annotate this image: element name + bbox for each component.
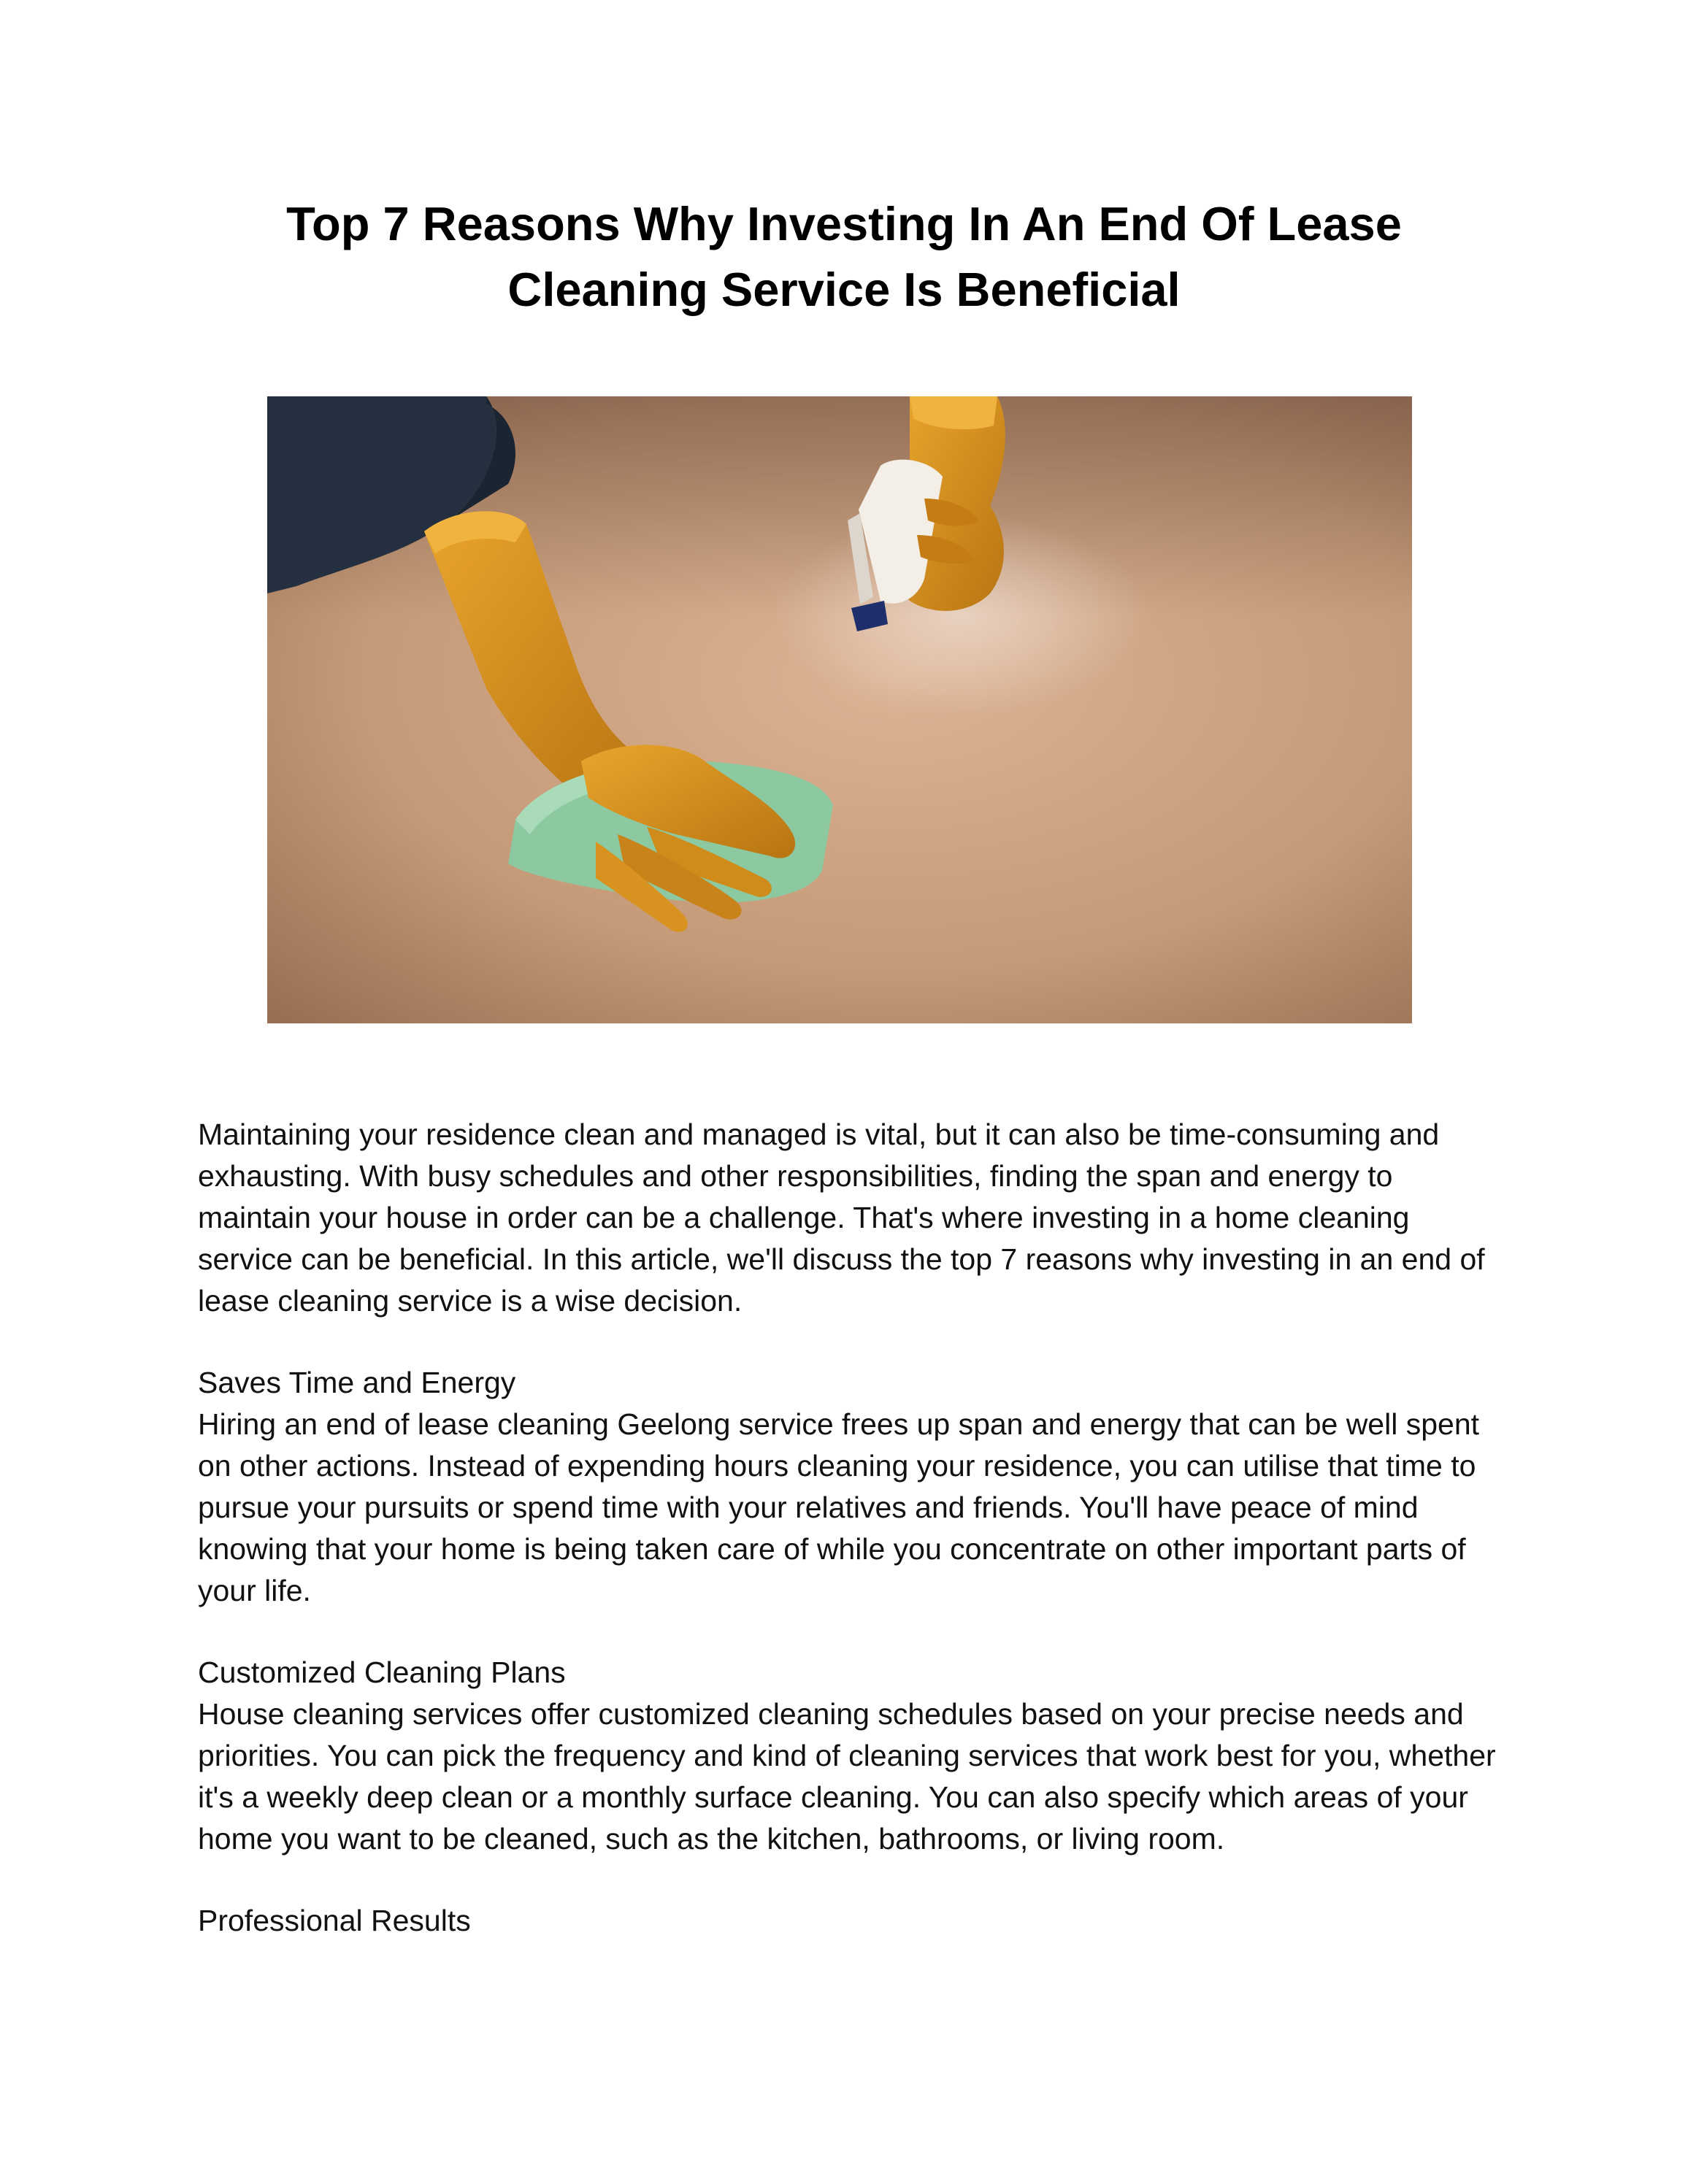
title-line-1: Top 7 Reasons Why Investing In An End Of Lease [286, 197, 1402, 250]
section-heading: Saves Time and Energy [198, 1366, 516, 1399]
section-heading: Professional Results [198, 1904, 471, 1937]
section-paragraph: Hiring an end of lease cleaning Geelong service frees up span and energy that can be well spent on other actions. Instead of expending hours cleaning your residence, you can utilise that time to pursue your pursuits or spend time with your relatives and friends. You'll have peace of mind knowing that your home is being taken care of while you concentrate on other important parts of your life. [198, 1407, 1480, 1607]
intro-paragraph: Maintaining your residence clean and managed is vital, but it can also be time-consuming and exhausting. With busy schedules and other responsibilities, finding the span and energy to maintain your house in order can be a challenge. That's where investing in a home cleaning service can be beneficial. In this article, we'll discuss the top 7 reasons why investing in an end of lease cleaning service is a wise decision. [198, 1118, 1485, 1318]
section-paragraph: House cleaning services offer customized cleaning schedules based on your precise needs and priorities. You can pick the frequency and kind of cleaning services that work best for you, whether it's a weekly deep clean or a monthly surface cleaning. You can also specify which areas of your home you want to be cleaned, such as the kitchen, bathrooms, or living room. [198, 1697, 1496, 1856]
page-title [196, 191, 1492, 323]
section-heading: Customized Cleaning Plans [198, 1656, 566, 1689]
carpet-cleaning-illustration [267, 396, 1412, 1023]
title-line-2: Cleaning Service Is Beneficial [507, 263, 1181, 316]
hero-image [267, 396, 1412, 1023]
